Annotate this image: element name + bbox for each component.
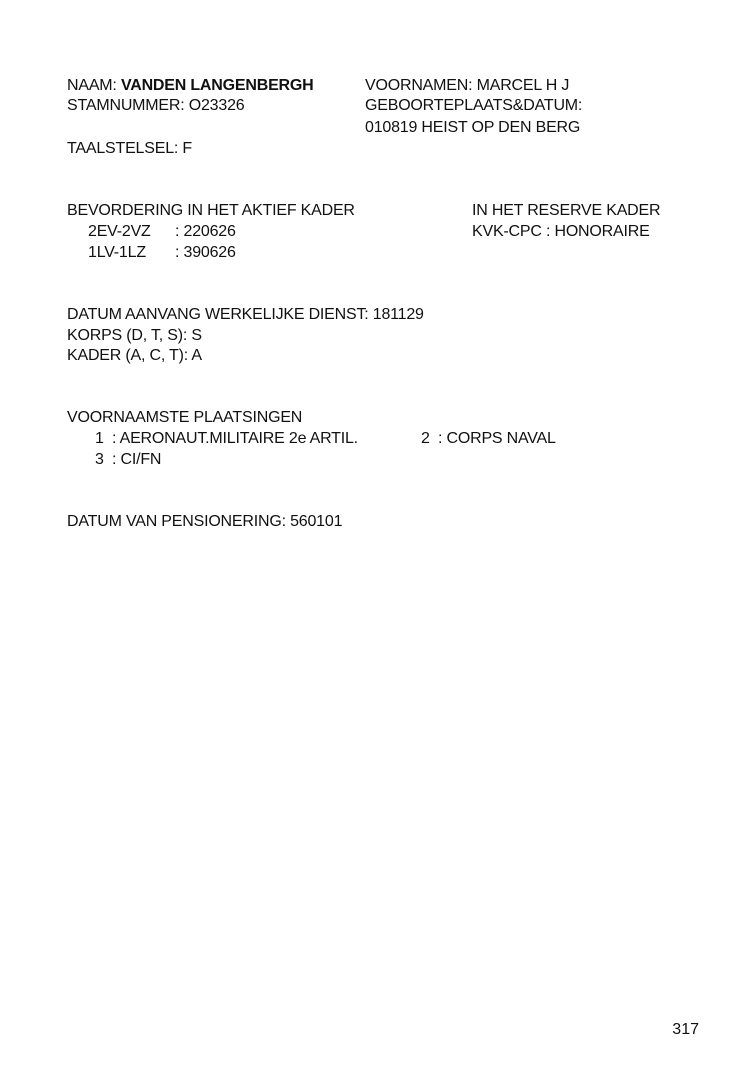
plaatsing-num: 3 [95,451,104,468]
bevordering-aktief-title: BEVORDERING IN HET AKTIEF KADER [67,202,355,219]
aktief-row-date: : 390626 [175,244,236,261]
plaatsingen-title: VOORNAAMSTE PLAATSINGEN [67,409,303,426]
reserve-row: KVK-CPC : HONORAIRE [472,223,650,240]
naam-value: VANDEN LANGENBERGH [120,77,314,94]
taalstelsel-line: TAALSTELSEL: F [67,140,192,157]
dienst-aanvang: DATUM AANVANG WERKELIJKE DIENST: 181129 [67,306,424,323]
naam-line [67,76,314,96]
bevordering-reserve-title: IN HET RESERVE KADER [472,202,661,219]
plaatsing-num: 2 [421,430,430,447]
stamnummer-line: STAMNUMMER: O23326 [67,97,245,114]
aktief-row-rank: 2EV-2VZ [88,223,151,240]
dienst-kader: KADER (A, C, T): A [67,347,202,364]
plaatsing-num: 1 [95,430,104,447]
naam-label: NAAM: [67,77,117,94]
plaatsing-text: : AERONAUT.MILITAIRE 2e ARTIL. [112,430,358,447]
page-number: 317 [672,1021,699,1038]
plaatsing-text: : CI/FN [112,451,162,468]
aktief-row-date: : 220626 [175,223,236,240]
geboorte-value: 010819 HEIST OP DEN BERG [365,119,581,136]
aktief-row-rank: 1LV-1LZ [88,244,146,261]
dienst-korps: KORPS (D, T, S): S [67,327,202,344]
pensionering-line: DATUM VAN PENSIONERING: 560101 [67,513,343,530]
voornamen-line: VOORNAMEN: MARCEL H J [365,77,570,94]
geboorte-label: GEBOORTEPLAATS&DATUM: [365,97,583,114]
plaatsing-text: : CORPS NAVAL [438,430,556,447]
